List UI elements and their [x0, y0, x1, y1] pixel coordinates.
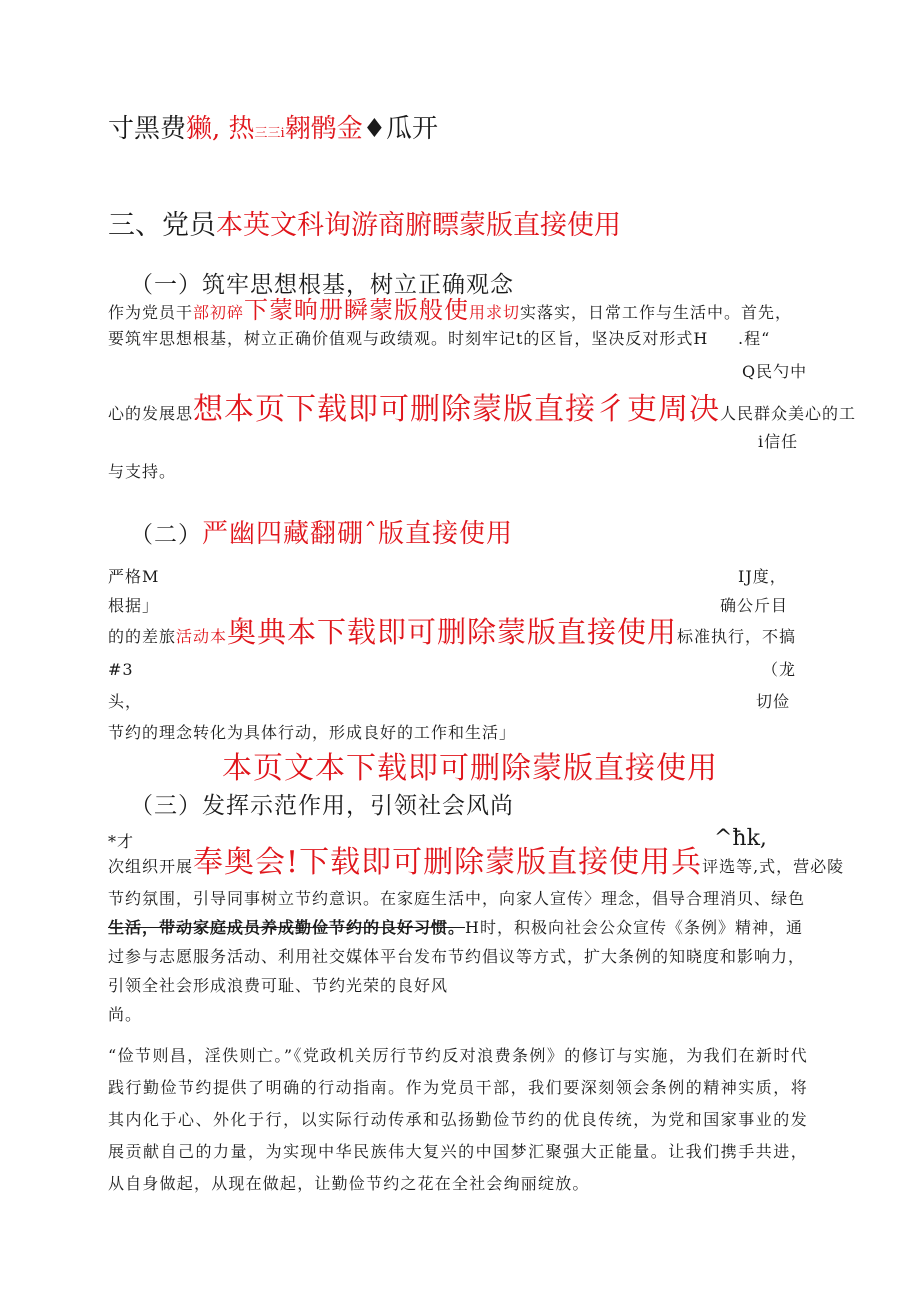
text-line: [108, 298, 792, 325]
text-line: 节约的理念转化为具体行动，形成良好的工作和生活」: [108, 723, 517, 742]
text-span: 人民群众美心的工: [720, 404, 857, 423]
top-heading-part: 寸黑费: [108, 114, 187, 144]
text-span: 生活，带动家庭成员养成勤俭节约的良好习惯。: [108, 918, 466, 937]
text-line: [108, 916, 803, 940]
text-span: 的的差旅: [108, 627, 177, 646]
text-line: 节约氛围，引导同事树立节约意识。在家庭生活中，向家人宣传〉理念，倡导合理消贝、绿色: [108, 889, 806, 908]
text-line: [108, 615, 797, 649]
watermark-line: 本页文本下载即可删除蒙版直接使用: [222, 751, 718, 786]
conclusion-paragraph: “俭节则昌，淫佚则亡。”《党政机关厉行节约反对浪费条例》的修订与实施，为我们在新时代践行勤俭节约提供了明确的行动指南。作为党员干部，我们要深刻领会条例的精神实质，将其内化于心、外化于行，以实际行动传承和弘扬勤俭节约的优良传统，为党和国家事业的发展贡献自己的力量，为实现中华民族伟大复兴的中国梦汇聚强大正能量。让我们携手共进，从自身做起，从现在做起，让勤俭节约之花在全社会绚丽绽放。: [108, 1046, 808, 1193]
text-line: i信任: [758, 432, 799, 451]
watermark-span: 奉奥会!下载即可删除蒙版直接使用兵: [193, 845, 703, 880]
text-span: 实落实，日常工作与生活中。首先，: [520, 303, 793, 322]
text-line: 严格M: [108, 567, 160, 586]
top-heading: [108, 108, 438, 145]
text-line: 根据」: [108, 596, 160, 615]
text-line: （龙: [762, 660, 797, 679]
text-line: [108, 845, 845, 880]
watermark-span: 下蒙晌册瞬蒙版般使: [244, 296, 470, 324]
watermark-span: 严幽四藏翻硼ˆ版直接使用: [202, 519, 514, 549]
top-heading-part: 翱鹘金: [284, 114, 363, 144]
text-line: 过参与志愿服务活动、利用社交媒体平台发布节约倡议等方式，扩大条例的知晓度和影响力，: [108, 947, 806, 966]
watermark-span: 奥典本下载即可删除蒙版直接使用: [227, 615, 678, 649]
text-line: ^ħk,: [714, 826, 767, 851]
subheading-3: （三）发挥示范作用，引领社会风尚: [130, 793, 514, 819]
watermark-span: 想本页下载即可删除蒙版直接彳吏周决: [193, 392, 721, 427]
top-heading-part: 三三i: [254, 126, 285, 141]
text-line: Q民勺中: [742, 362, 808, 381]
text-line: IJ度，: [738, 567, 787, 586]
text-line: 引领全社会形成浪费可耻、节约光荣的良好风: [108, 976, 449, 995]
section-heading-label: 三、党员: [108, 210, 216, 241]
text-span: 标准执行，不搞: [677, 627, 797, 646]
text-line: 头，: [108, 692, 143, 711]
subheading-label: （二）: [130, 522, 202, 548]
watermark-span: 部初碎: [193, 303, 245, 322]
text-line: 尚。: [108, 1005, 143, 1024]
text-line: 切俭: [756, 692, 791, 711]
text-line: 确公斤目: [720, 596, 789, 615]
text-line: 要筑牢思想根基，树立正确价值观与政绩观。时刻牢记t的区旨，坚决反对形式H: [108, 329, 709, 348]
text-line: [108, 392, 857, 427]
text-span: 心的发展思: [108, 404, 194, 423]
top-heading-part: ♦瓜开: [362, 114, 439, 144]
text-line: #3: [108, 660, 134, 679]
text-line: *才: [108, 832, 135, 851]
watermark-span: 活动本: [176, 627, 228, 646]
section-heading-watermark: 本英文科询游商腑瞟蒙版直接使用: [216, 210, 621, 241]
text-line: 与支持。: [108, 462, 177, 481]
text-line: .程“: [738, 329, 771, 348]
text-span: 次组织开展: [108, 857, 194, 876]
text-span: 评选等,式，营必陵: [702, 857, 845, 876]
subheading-1: （一）筑牢思想根基，树立正确观念: [130, 272, 514, 298]
subheading-2: [130, 513, 513, 550]
watermark-span: 用求切: [469, 303, 521, 322]
text-span: H时，积极向社会公众宣传《条例》精神，通: [465, 918, 803, 937]
section-heading: [108, 203, 621, 242]
top-heading-part: 獭, 热: [186, 114, 255, 144]
text-span: 作为党员干: [108, 303, 194, 322]
